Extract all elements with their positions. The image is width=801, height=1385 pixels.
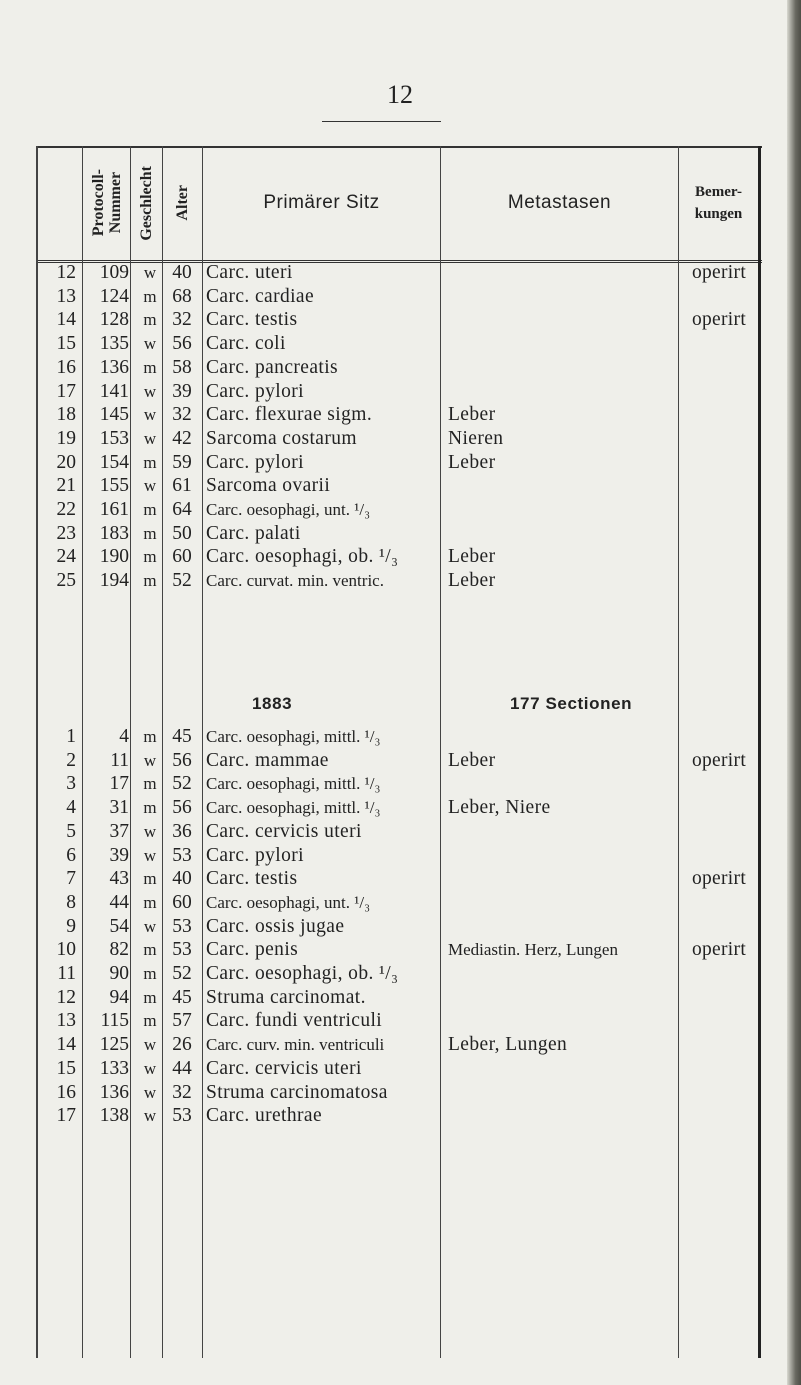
cell-row-index: 21 <box>56 475 76 497</box>
cell-primary-site: Carc. cervicis uteri <box>206 820 362 842</box>
cell-row-index: 4 <box>66 797 76 819</box>
cell-sex: m <box>143 940 157 960</box>
cell-protocol-number: 124 <box>99 285 129 307</box>
table-row <box>36 331 762 356</box>
cell-primary-site: Carc. oesophagi, unt. ¹/₃ <box>206 892 370 912</box>
autopsy-table <box>36 146 762 1358</box>
cell-protocol-number: 37 <box>109 820 129 842</box>
table-row <box>36 284 762 309</box>
cell-sex: w <box>143 405 157 425</box>
cell-metastases: Leber <box>448 749 496 771</box>
cell-sex: w <box>143 263 157 282</box>
cell-row-index: 10 <box>56 939 76 961</box>
cell-primary-site: Carc. ossis jugae <box>206 915 345 937</box>
page-number: 12 <box>387 80 413 109</box>
cell-protocol-number: 90 <box>109 963 129 984</box>
cell-row-index: 7 <box>66 868 76 890</box>
cell-protocol-number: 109 <box>99 262 129 283</box>
table-row <box>36 795 762 820</box>
cell-age: 60 <box>172 546 192 568</box>
table-row <box>36 771 762 796</box>
cell-sex: w <box>143 476 157 496</box>
table-row <box>36 497 762 522</box>
cell-primary-site: Carc. oesophagi, ob. ¹/₃ <box>206 546 399 568</box>
cell-row-index: 17 <box>56 1105 76 1127</box>
cell-primary-site: Carc. pylori <box>206 844 304 866</box>
table-row <box>36 568 762 593</box>
cell-row-index: 16 <box>56 356 76 378</box>
cell-row-index: 22 <box>56 499 76 520</box>
cell-row-index: 2 <box>66 749 76 771</box>
cell-sex: w <box>143 1035 157 1055</box>
table-row <box>36 379 762 404</box>
cell-row-index: 9 <box>66 915 76 937</box>
cell-age: 56 <box>172 333 192 355</box>
cell-primary-site: Carc. testis <box>206 868 298 890</box>
table-row <box>36 866 762 891</box>
cell-age: 53 <box>172 1105 192 1127</box>
cell-metastases: Leber, Lungen <box>448 1034 568 1056</box>
cell-row-index: 16 <box>56 1081 76 1103</box>
cell-row-index: 19 <box>56 427 76 449</box>
cell-primary-site: Carc. oesophagi, mittl. ¹/₃ <box>206 798 381 818</box>
cell-protocol-number: 54 <box>109 915 129 937</box>
cell-row-index: 13 <box>56 285 76 307</box>
header-protocol-number: Protocoll- Nummer <box>89 169 124 237</box>
cell-row-index: 14 <box>56 1034 76 1056</box>
table-row <box>36 450 762 475</box>
cell-protocol-number: 39 <box>109 844 129 866</box>
cell-row-index: 25 <box>56 570 76 592</box>
cell-sex: m <box>143 523 157 543</box>
cell-protocol-number: 136 <box>99 356 129 378</box>
cell-protocol-number: 190 <box>99 546 129 568</box>
cell-sex: w <box>143 1082 157 1102</box>
table-row <box>36 307 762 332</box>
header-sex: Geschlecht <box>138 165 155 241</box>
cell-protocol-number: 183 <box>99 522 129 544</box>
cell-metastases: Leber <box>448 570 496 592</box>
cell-protocol-number: 155 <box>99 475 129 497</box>
cell-age: 56 <box>172 749 192 771</box>
cell-age: 32 <box>172 1081 192 1103</box>
table-row <box>36 914 762 939</box>
cell-age: 32 <box>172 309 192 331</box>
cell-sex: w <box>143 1058 157 1078</box>
cell-age: 53 <box>172 844 192 866</box>
cell-row-index: 20 <box>56 451 76 473</box>
cell-age: 59 <box>172 451 192 473</box>
cell-age: 58 <box>172 356 192 378</box>
cell-sex: m <box>143 727 157 746</box>
cell-primary-site: Carc. curv. min. ventriculi <box>206 1035 385 1055</box>
cell-row-index: 1 <box>66 726 76 747</box>
header-primary-site: Primärer Sitz <box>263 192 380 213</box>
cell-primary-site: Carc. penis <box>206 939 299 961</box>
cell-primary-site: Carc. cardiae <box>206 285 315 307</box>
cell-age: 44 <box>172 1057 192 1079</box>
cell-remarks: operirt <box>691 868 747 890</box>
cell-sex: m <box>143 798 157 818</box>
cell-metastases: Leber <box>448 546 496 568</box>
cell-remarks: operirt <box>691 939 747 961</box>
cell-sex: m <box>143 452 157 472</box>
cell-primary-site: Carc. oesophagi, mittl. ¹/₃ <box>206 774 381 794</box>
cell-protocol-number: 44 <box>109 891 129 913</box>
section-year: 1883 <box>252 694 293 713</box>
cell-age: 57 <box>172 1010 192 1032</box>
cell-primary-site: Carc. uteri <box>206 262 293 283</box>
cell-metastases: Leber, Niere <box>448 797 551 819</box>
cell-primary-site: Struma carcinomat. <box>206 986 366 1008</box>
cell-age: 60 <box>172 891 192 913</box>
cell-age: 39 <box>172 380 192 402</box>
cell-row-index: 18 <box>56 404 76 426</box>
cell-primary-site: Carc. palati <box>206 522 301 544</box>
cell-sex: m <box>143 1011 157 1031</box>
cell-remarks: operirt <box>691 749 747 771</box>
cell-row-index: 24 <box>56 546 76 568</box>
cell-metastases: Leber <box>448 451 496 473</box>
cell-protocol-number: 4 <box>119 726 129 747</box>
cell-age: 32 <box>172 404 192 426</box>
table-row <box>36 748 762 773</box>
cell-primary-site: Carc. urethrae <box>206 1105 323 1127</box>
cell-primary-site: Carc. pylori <box>206 380 304 402</box>
cell-primary-site: Carc. cervicis uteri <box>206 1057 362 1079</box>
cell-protocol-number: 138 <box>99 1105 129 1127</box>
cell-age: 45 <box>172 726 192 747</box>
table-row <box>36 402 762 427</box>
cell-sex: m <box>143 892 157 912</box>
cell-row-index: 5 <box>66 820 76 842</box>
table-row <box>36 890 762 915</box>
table-row <box>36 1103 762 1128</box>
cell-primary-site: Carc. pylori <box>206 451 304 473</box>
page-edge-shadow <box>787 0 801 1385</box>
cell-row-index: 11 <box>57 963 76 984</box>
cell-sex: m <box>143 286 157 306</box>
cell-sex: w <box>143 428 157 448</box>
cell-metastases: Leber <box>448 404 496 426</box>
cell-row-index: 6 <box>66 844 76 866</box>
cell-protocol-number: 145 <box>99 404 129 426</box>
cell-primary-site: Carc. pancreatis <box>206 356 338 378</box>
cell-metastases: Nieren <box>448 427 504 449</box>
cell-age: 56 <box>172 797 192 819</box>
cell-primary-site: Carc. coli <box>206 333 286 355</box>
cell-metastases: Mediastin. Herz, Lungen <box>448 940 618 960</box>
cell-sex: w <box>143 381 157 401</box>
cell-remarks: operirt <box>691 262 747 283</box>
cell-primary-site: Sarcoma ovarii <box>206 475 331 497</box>
cell-age: 61 <box>172 475 192 497</box>
cell-sex: m <box>143 869 157 889</box>
cell-protocol-number: 82 <box>109 939 129 961</box>
cell-sex: w <box>143 750 157 770</box>
table-row <box>36 961 762 986</box>
page-number-rule <box>322 121 441 122</box>
cell-primary-site: Carc. mammae <box>206 749 329 771</box>
cell-row-index: 23 <box>56 522 76 544</box>
cell-sex: w <box>143 821 157 841</box>
cell-primary-site: Sarcoma costarum <box>206 427 357 449</box>
table-row <box>36 724 762 749</box>
cell-row-index: 14 <box>56 309 76 331</box>
cell-remarks: operirt <box>691 309 747 331</box>
cell-primary-site: Carc. oesophagi, unt. ¹/₃ <box>206 500 370 519</box>
cell-protocol-number: 153 <box>99 427 129 449</box>
cell-sex: m <box>143 571 157 591</box>
cell-age: 40 <box>172 262 192 283</box>
cell-row-index: 15 <box>56 333 76 355</box>
cell-sex: w <box>143 1106 157 1126</box>
cell-age: 40 <box>172 868 192 890</box>
table-row <box>36 426 762 451</box>
cell-age: 45 <box>172 986 192 1008</box>
header-age: Alter <box>174 185 191 221</box>
table-row <box>36 937 762 962</box>
cell-sex: w <box>143 845 157 865</box>
cell-primary-site: Carc. oesophagi, mittl. ¹/₃ <box>206 727 381 746</box>
cell-age: 36 <box>172 820 192 842</box>
table-row <box>36 521 762 546</box>
cell-sex: m <box>143 964 157 983</box>
cell-protocol-number: 17 <box>109 773 129 795</box>
cell-protocol-number: 125 <box>99 1034 129 1056</box>
cell-row-index: 13 <box>56 1010 76 1032</box>
cell-age: 52 <box>172 963 192 984</box>
cell-sex: m <box>143 547 157 567</box>
table-row <box>36 355 762 380</box>
cell-age: 64 <box>172 499 192 520</box>
cell-primary-site: Struma carcinomatosa <box>206 1081 388 1103</box>
table-row <box>36 473 762 498</box>
cell-age: 26 <box>172 1034 192 1056</box>
table-row <box>36 985 762 1010</box>
cell-protocol-number: 161 <box>99 499 129 520</box>
cell-protocol-number: 136 <box>99 1081 129 1103</box>
cell-age: 50 <box>172 522 192 544</box>
table-row <box>36 544 762 569</box>
cell-primary-site: Carc. flexurae sigm. <box>206 404 373 426</box>
cell-primary-site: Carc. testis <box>206 309 298 331</box>
table-row <box>36 1032 762 1057</box>
cell-age: 53 <box>172 915 192 937</box>
cell-row-index: 8 <box>66 891 76 913</box>
cell-row-index: 3 <box>66 773 76 795</box>
table-row <box>36 1008 762 1033</box>
cell-protocol-number: 94 <box>109 986 129 1008</box>
cell-age: 52 <box>172 773 192 795</box>
cell-sex: m <box>143 357 157 377</box>
cell-sex: m <box>143 987 157 1007</box>
cell-protocol-number: 11 <box>110 749 129 771</box>
cell-primary-site: Carc. fundi ventriculi <box>206 1010 383 1032</box>
cell-age: 53 <box>172 939 192 961</box>
cell-protocol-number: 194 <box>99 570 129 592</box>
cell-age: 52 <box>172 570 192 592</box>
cell-protocol-number: 154 <box>99 451 129 473</box>
cell-protocol-number: 31 <box>109 797 129 819</box>
section-count: 177 Sectionen <box>510 694 633 713</box>
cell-primary-site: Carc. curvat. min. ventric. <box>206 571 384 591</box>
header-metastases: Metastasen <box>507 192 612 213</box>
cell-protocol-number: 133 <box>99 1057 129 1079</box>
cell-protocol-number: 128 <box>99 309 129 331</box>
cell-row-index: 15 <box>56 1057 76 1079</box>
table-top-border <box>36 146 762 148</box>
cell-protocol-number: 141 <box>99 380 129 402</box>
cell-sex: m <box>143 310 157 330</box>
cell-protocol-number: 115 <box>100 1010 129 1032</box>
table-row <box>36 819 762 844</box>
header-remarks: Bemer- kungen <box>694 184 743 222</box>
cell-primary-site: Carc. oesophagi, ob. ¹/₃ <box>206 963 399 984</box>
table-row <box>36 260 762 285</box>
cell-age: 68 <box>172 285 192 307</box>
cell-sex: w <box>143 916 157 936</box>
cell-sex: m <box>143 500 157 519</box>
table-row <box>36 1056 762 1081</box>
cell-sex: m <box>143 774 157 794</box>
cell-sex: w <box>143 334 157 354</box>
cell-row-index: 12 <box>56 986 76 1008</box>
cell-row-index: 17 <box>56 380 76 402</box>
cell-protocol-number: 135 <box>99 333 129 355</box>
cell-age: 42 <box>172 427 192 449</box>
cell-row-index: 12 <box>56 262 76 283</box>
table-row <box>36 843 762 868</box>
cell-protocol-number: 43 <box>109 868 129 890</box>
table-row <box>36 1080 762 1105</box>
